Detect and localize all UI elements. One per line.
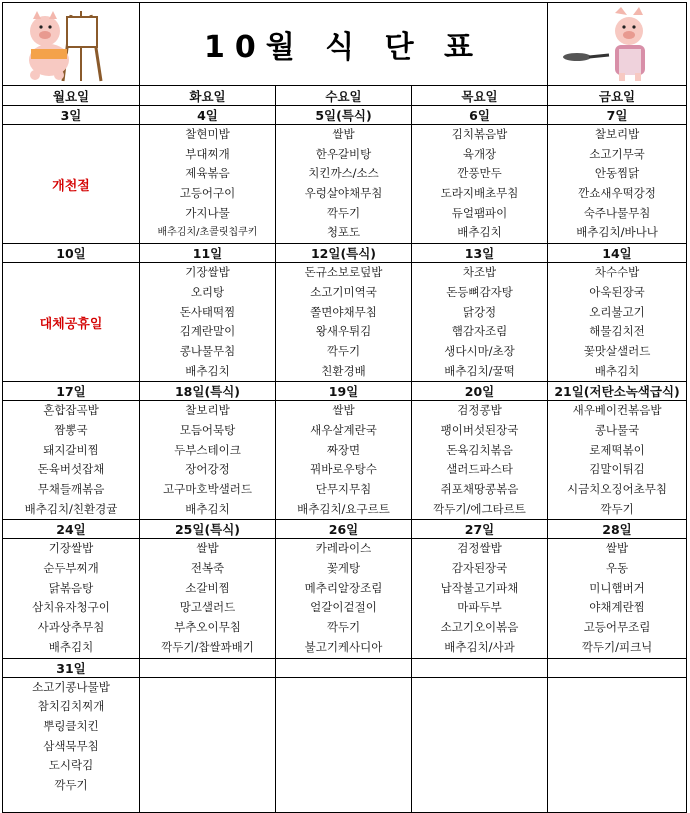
menu-cell xyxy=(140,125,276,244)
date-row xyxy=(3,382,687,401)
menu-item: 차조밥 xyxy=(462,265,497,280)
menu-item: 차수수밥 xyxy=(594,265,640,280)
menu-item: 깍두기 xyxy=(326,205,361,220)
date-cell: 20일 xyxy=(412,382,548,401)
weekday-header-row xyxy=(3,86,687,106)
menu-item: 배추김치/친환경귤 xyxy=(24,501,118,516)
menu-item: 부추오이무침 xyxy=(174,620,241,635)
menu-item: 찰보리밥 xyxy=(594,127,640,141)
menu-item: 김말이튀김 xyxy=(589,462,645,477)
menu-item: 고등어무조림 xyxy=(583,620,651,635)
menu-item: 도라지배초무침 xyxy=(440,186,519,201)
menu-item: 깍두기/에그타르트 xyxy=(433,501,526,516)
menu-cell xyxy=(412,677,548,812)
menu-item: 꽃게탕 xyxy=(326,561,361,576)
menu-item: 전복죽 xyxy=(190,561,225,576)
menu-item: 장어강정 xyxy=(185,462,230,477)
menu-item: 혼합잡곡밥 xyxy=(43,403,99,418)
menu-item: 새우살계란국 xyxy=(310,422,377,437)
date-row xyxy=(3,106,687,125)
menu-item: 깍두기 xyxy=(600,501,634,516)
menu-item: 돈육버섯잡채 xyxy=(37,462,105,477)
date-row xyxy=(3,658,687,677)
menu-item: 검정콩밥 xyxy=(457,403,502,418)
menu-item: 야채계란찜 xyxy=(589,600,645,615)
menu-item: 오리탕 xyxy=(190,284,225,299)
menu-item: 짜장면 xyxy=(326,442,361,457)
menu-item: 검정쌀밥 xyxy=(457,541,502,556)
menu-item: 쌀밥 xyxy=(332,127,355,141)
menu-item: 배추김치/사과 xyxy=(444,639,515,654)
date-cell: 17일 xyxy=(3,382,140,401)
header-left-illustration xyxy=(3,3,140,86)
menu-cell xyxy=(276,125,412,244)
date-cell: 4일 xyxy=(140,106,276,125)
date-cell: 18일(특식) xyxy=(140,382,276,401)
date-cell: 5일(특식) xyxy=(276,106,412,125)
menu-item: 시금치오징어초무침 xyxy=(567,482,668,496)
menu-item: 닭강정 xyxy=(462,304,497,319)
menu-cell xyxy=(276,263,412,382)
menu-row xyxy=(3,263,687,382)
menu-item: 납작불고기파채 xyxy=(440,580,519,595)
date-cell: 24일 xyxy=(3,520,140,539)
menu-item: 쌀밥 xyxy=(196,541,219,556)
menu-cell xyxy=(140,677,276,812)
menu-cell xyxy=(276,539,412,658)
menu-item: 배추김치 xyxy=(185,501,230,516)
date-cell: 10일 xyxy=(3,244,140,263)
menu-cell xyxy=(140,401,276,520)
menu-cell xyxy=(3,125,140,244)
menu-item: 샐러드파스타 xyxy=(446,462,513,477)
pig-chef-icon xyxy=(557,5,677,83)
date-row xyxy=(3,520,687,539)
menu-item: 왕새우튀김 xyxy=(315,324,372,339)
menu-item: 돈사태떡찜 xyxy=(179,304,236,319)
title-cell xyxy=(140,3,548,86)
menu-cell xyxy=(412,125,548,244)
menu-item: 친환경배 xyxy=(321,363,366,378)
holiday-label: 개천절 xyxy=(52,178,90,194)
weekday-header: 화요일 xyxy=(140,86,276,106)
menu-row xyxy=(3,539,687,658)
weekday-header: 수요일 xyxy=(276,86,412,106)
menu-item: 얼갈이겉절이 xyxy=(310,600,377,615)
menu-item: 참치김치찌개 xyxy=(37,699,105,714)
menu-cell xyxy=(3,677,140,812)
menu-item: 소고기콩나물밥 xyxy=(32,679,110,694)
menu-item: 팽이버섯된장국 xyxy=(440,422,519,437)
date-cell xyxy=(412,658,548,677)
menu-cell xyxy=(3,263,140,382)
date-cell xyxy=(140,658,276,677)
menu-item: 치킨까스/소스 xyxy=(308,166,379,181)
menu-item: 꽃맛살샐러드 xyxy=(583,343,651,358)
menu-item: 기장쌀밥 xyxy=(185,265,230,280)
menu-item: 돈육김치볶음 xyxy=(446,442,513,457)
menu-cell xyxy=(3,539,140,658)
menu-body xyxy=(3,3,687,813)
menu-item: 콩나물국 xyxy=(594,422,640,437)
menu-cell xyxy=(412,539,548,658)
menu-table xyxy=(2,2,687,813)
menu-item: 도시락김 xyxy=(48,758,94,773)
menu-item: 쥐포채땅콩볶음 xyxy=(440,482,519,496)
menu-item: 듀얼팸파이 xyxy=(451,205,508,220)
menu-item: 배추김치/바나나 xyxy=(576,225,658,240)
menu-item: 감자된장국 xyxy=(451,561,508,576)
menu-item: 부대찌개 xyxy=(185,146,230,161)
menu-item: 돈규소보로덮밥 xyxy=(304,265,383,280)
menu-item: 소갈비찜 xyxy=(185,580,230,595)
menu-cell xyxy=(140,263,276,382)
date-cell: 11일 xyxy=(140,244,276,263)
menu-item: 배추김치 xyxy=(48,639,94,654)
menu-item: 소고기미역국 xyxy=(310,284,377,299)
weekday-header: 월요일 xyxy=(3,86,140,106)
menu-item: 꿔바로우탕수 xyxy=(310,462,377,477)
menu-item: 청포도 xyxy=(326,225,361,240)
menu-item: 찰현미밥 xyxy=(185,127,230,141)
menu-item: 제육볶음 xyxy=(185,166,230,181)
menu-item: 김계란말이 xyxy=(179,324,236,339)
menu-item: 아욱된장국 xyxy=(589,284,645,299)
menu-row xyxy=(3,401,687,520)
menu-item: 가지나물 xyxy=(185,205,230,220)
date-cell xyxy=(548,658,687,677)
menu-item: 햄감자조림 xyxy=(451,324,508,339)
menu-item: 육개장 xyxy=(462,146,497,161)
menu-cell xyxy=(548,539,687,658)
menu-item: 뿌링클치킨 xyxy=(43,718,99,733)
header-row xyxy=(3,3,687,86)
menu-item: 안동찜닭 xyxy=(594,166,640,181)
menu-item: 김치볶음밥 xyxy=(451,127,508,141)
menu-item: 깍두기 xyxy=(54,777,88,792)
menu-item: 한우갈비탕 xyxy=(315,146,372,161)
date-row xyxy=(3,244,687,263)
date-cell: 13일 xyxy=(412,244,548,263)
menu-item: 소고기오이볶음 xyxy=(440,620,519,635)
menu-item: 깍두기 xyxy=(326,620,361,635)
date-cell: 27일 xyxy=(412,520,548,539)
menu-item: 미니햄버거 xyxy=(589,580,645,595)
menu-item: 순두부찌개 xyxy=(43,561,99,576)
menu-item: 사과상추무침 xyxy=(37,620,105,635)
date-cell: 26일 xyxy=(276,520,412,539)
menu-item: 깐쇼새우떡강정 xyxy=(578,186,656,201)
holiday-label: 대체공휴일 xyxy=(39,316,103,332)
menu-item: 깍두기/피크닉 xyxy=(581,639,653,654)
date-cell: 21일(저탄소녹색급식) xyxy=(548,382,687,401)
menu-item: 돈등뼈감자탕 xyxy=(446,284,513,299)
date-cell: 14일 xyxy=(548,244,687,263)
menu-cell xyxy=(412,263,548,382)
menu-item: 숙주나물무침 xyxy=(583,205,651,220)
menu-item: 배추김치/초콜릿칩쿠키 xyxy=(157,227,258,239)
date-cell xyxy=(276,658,412,677)
menu-item: 짬뽕국 xyxy=(54,422,88,437)
menu-item: 닭볶음탕 xyxy=(48,580,94,595)
menu-cell xyxy=(548,677,687,812)
menu-item: 우렁살야채무침 xyxy=(304,186,383,201)
menu-item: 생다시마/초장 xyxy=(444,343,515,358)
menu-item: 기장쌀밥 xyxy=(48,541,94,556)
weekday-header: 금요일 xyxy=(548,86,687,106)
menu-item: 깐풍만두 xyxy=(457,166,502,181)
page-title: 10월 식 단 표 xyxy=(204,30,484,65)
menu-cell xyxy=(548,263,687,382)
menu-cell xyxy=(548,401,687,520)
menu-item: 새우베이컨볶음밥 xyxy=(572,403,662,418)
menu-item: 고등어구이 xyxy=(179,186,236,201)
date-cell: 19일 xyxy=(276,382,412,401)
menu-item: 오리불고기 xyxy=(589,304,645,319)
menu-row xyxy=(3,677,687,812)
date-cell: 25일(특식) xyxy=(140,520,276,539)
date-cell: 12일(특식) xyxy=(276,244,412,263)
menu-item: 배추김치 xyxy=(457,225,502,240)
menu-row xyxy=(3,125,687,244)
menu-cell xyxy=(3,401,140,520)
menu-item: 무채들깨볶음 xyxy=(37,482,105,496)
menu-item: 단무지무침 xyxy=(315,482,372,496)
weekday-header: 목요일 xyxy=(412,86,548,106)
menu-item: 삼색묵무침 xyxy=(43,738,99,753)
menu-item: 망고샐러드 xyxy=(179,600,236,615)
menu-item: 돼지갈비찜 xyxy=(43,442,99,457)
menu-cell xyxy=(276,677,412,812)
menu-item: 소고기무국 xyxy=(589,146,645,161)
header-right-illustration xyxy=(548,3,687,86)
menu-item: 배추김치 xyxy=(594,363,640,378)
menu-item: 쌀밥 xyxy=(605,541,629,556)
date-cell: 6일 xyxy=(412,106,548,125)
menu-item: 깍두기/찹쌀꽈배기 xyxy=(161,639,254,654)
menu-cell xyxy=(548,125,687,244)
menu-item: 쌀밥 xyxy=(332,403,355,418)
menu-item: 배추김치 xyxy=(185,363,230,378)
menu-cell xyxy=(140,539,276,658)
menu-item: 배추김치/꿀떡 xyxy=(444,363,515,378)
date-cell: 31일 xyxy=(3,658,140,677)
menu-item: 메추리알장조림 xyxy=(304,580,383,595)
menu-item: 카레라이스 xyxy=(315,541,372,556)
date-cell: 28일 xyxy=(548,520,687,539)
menu-item: 삼치유자청구이 xyxy=(32,600,110,615)
menu-item: 로제떡볶이 xyxy=(589,442,645,457)
pig-painter-icon xyxy=(11,5,131,83)
menu-item: 깍두기 xyxy=(326,343,361,358)
menu-item: 마파두부 xyxy=(457,600,502,615)
menu-item: 찰보리밥 xyxy=(185,403,230,418)
date-cell: 3일 xyxy=(3,106,140,125)
date-cell: 7일 xyxy=(548,106,687,125)
menu-item: 고구마호박샐러드 xyxy=(163,482,252,496)
menu-item: 우동 xyxy=(605,561,629,576)
menu-item: 두부스테이크 xyxy=(174,442,241,457)
menu-item: 해물김치전 xyxy=(589,324,645,339)
menu-cell xyxy=(276,401,412,520)
menu-item: 모듬어묵탕 xyxy=(179,422,236,437)
menu-cell xyxy=(412,401,548,520)
menu-item: 불고기케사디아 xyxy=(304,639,383,654)
menu-item: 콩나물무침 xyxy=(179,343,236,358)
menu-item: 쫄면야채무침 xyxy=(310,304,377,319)
menu-item: 배추김치/요구르트 xyxy=(297,501,390,516)
